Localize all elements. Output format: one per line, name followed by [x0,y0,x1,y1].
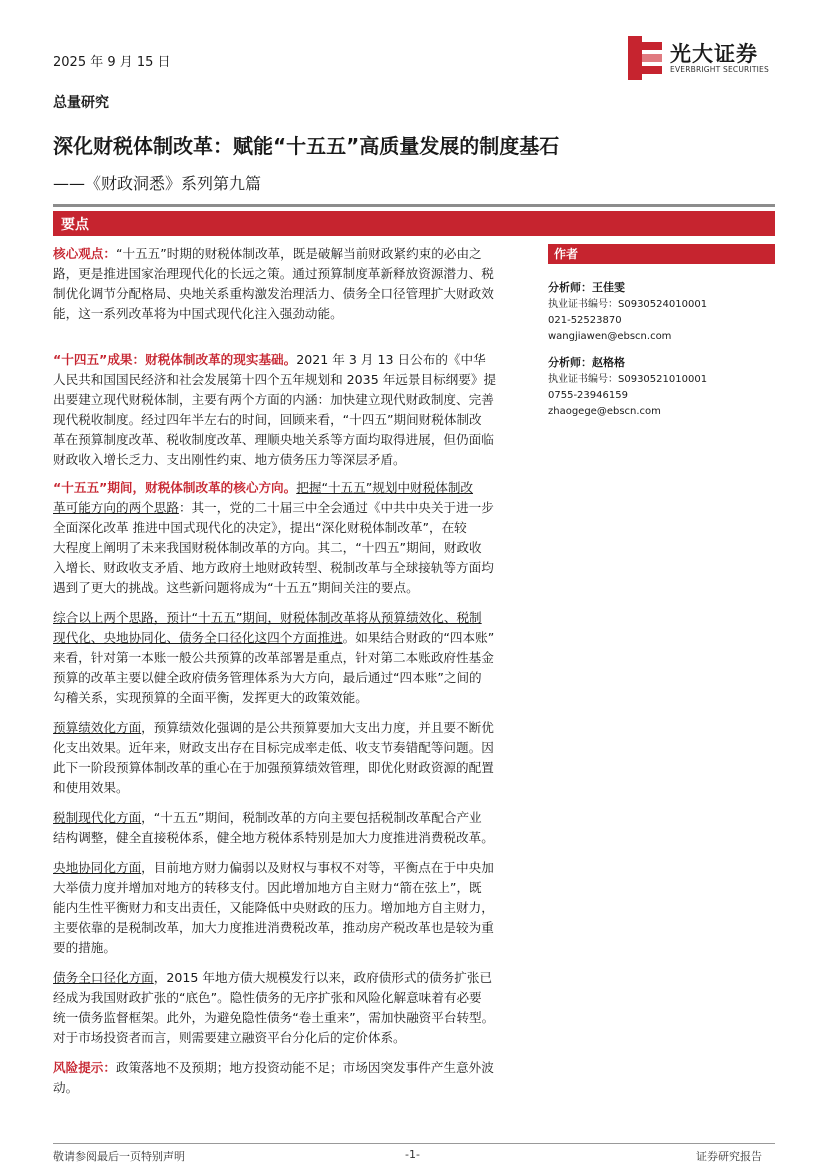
text-line: 综合以上两个思路，预计“十五五”期间，财税体制改革将从预算绩效化、税制 [53,610,482,625]
analyst-label: 分析师： [548,356,592,369]
report-date: 2025 年 9 月 15 日 [53,55,171,70]
paragraph-central-local [53,858,534,958]
analyst-card [548,355,775,420]
text-line: 大举债力度并增加对地方的转移支付。因此增加地方自主财力“箭在弦上”，既 [53,880,482,895]
text-line: 要的措施。 [53,940,116,955]
footer-divider [53,1143,775,1144]
text-line: 现代化、央地协同化、债务全口径化这四个方面推进 [53,630,343,645]
paragraph-14th-results [53,350,534,470]
text-line: ，“十五五”期间，税制改革的方向主要包括税制改革配合产业 [141,810,482,825]
analyst-label: 分析师： [548,281,592,294]
report-category: 总量研究 [53,95,109,111]
text-line: 。如果结合财政的“四本账” [342,630,495,645]
analyst-name: 王佳雯 [592,281,625,294]
title-divider [53,204,775,207]
text-line: 预算绩效化方面 [53,720,142,735]
text-line: 结构调整，健全直接税体系，健全地方税体系特别是加大力度推进消费税改革。 [53,830,494,845]
lead-risk: 风险提示： [53,1060,116,1075]
company-logo [628,36,778,80]
text-line: 革可能方向的两个思路 [53,500,179,515]
analyst-name: 赵格格 [592,356,625,369]
paragraph-risk [53,1058,534,1098]
text-line: 革在预算制度改革、税收制度改革、理顺央地关系等方面均取得进展，但仍面临 [53,432,494,447]
text-line: 化支出效果。近年来，财政支出存在目标完成率走低、收支节奏错配等问题。因 [53,740,494,755]
text-line: 现代税收制度。经过四年半左右的时间，回顾来看，“十四五”期间财税体制改 [53,412,482,427]
text-line: 来看，针对第一本账一般公共预算的改革部署是重点，针对第二本账政府性基金 [53,650,494,665]
analyst-email[interactable]: wangjiawen@ebscn.com [548,331,672,342]
main-content [53,244,534,1098]
analyst-phone: 0755-23946159 [548,390,628,401]
text-line: 人民共和国国民经济和社会发展第十四个五年规划和 2035 年远景目标纲要》提 [53,372,497,387]
text-line: 能，这一系列改革将为中国式现代化注入强劲动能。 [53,306,343,321]
text-line: ，预算绩效化强调的是公共预算要加大支出力度，并且要不断优 [141,720,494,735]
text-line: 税制现代化方面 [53,810,142,825]
text-line: 经成为我国财政扩张的“底色”。隐性债务的无序扩张和风险化解意味着有必要 [53,990,482,1005]
text-line: 勾稽关系，实现预算的全面平衡，发挥更大的政策效能。 [53,690,368,705]
text-line: 制优化调节分配格局、央地关系重构激发治理活力、债务全口径管理扩大财政效 [53,286,494,301]
paragraph-summary [53,608,534,708]
lead-14th-results: “十四五”成果：财税体制改革的现实基础。 [53,352,297,367]
page-number: -1- [405,1148,420,1161]
analyst-cert: 执业证书编号：S0930521010001 [548,374,708,385]
text-line: 出要建立现代财税体制，主要有两个方面的内涵：加快建立现代财政制度、完善 [53,392,494,407]
text-line: “十五五”时期的财税体制改革，既是破解当前财政紧约束的必由之 [115,246,482,261]
text-line: 对于市场投资者而言，则需要建立融资平台分化后的定价体系。 [53,1030,406,1045]
logo-name: 光大证券 [670,42,758,66]
paragraph-15th-direction [53,478,534,598]
text-line: 能内生性平衡财力和支出责任，又能降低中央财政的压力。增加地方自主财力， [53,900,494,915]
report-title: 深化财税体制改革：赋能“十五五”高质量发展的制度基石 [53,134,560,158]
paragraph-core-view [53,244,534,324]
paragraph-budget [53,718,534,798]
analyst-cert: 执业证书编号：S0930524010001 [548,299,708,310]
text-line: 2021 年 3 月 13 日公布的《中华 [296,352,486,367]
footer-report-type: 证券研究报告 [696,1150,762,1163]
text-line: 和使用效果。 [53,780,129,795]
text-line: 政策落地不及预期；地方投资动能不足；市场因突发事件产生意外波 [115,1060,494,1075]
text-line: 财政收入增长乏力、支出刚性约束、地方债务压力等深层矛盾。 [53,452,406,467]
text-line: 债务全口径化方面 [53,970,154,985]
text-line: ，目前地方财力偏弱以及财权与事权不对等，平衡点在于中央加 [141,860,494,875]
section-label: 要点 [61,217,89,233]
text-line: 动。 [53,1080,79,1095]
text-line: 大程度上阐明了未来我国财税体制改革的方向。其二，“十四五”期间，财政收 [53,540,482,555]
text-line: 预算的改革主要以健全政府债务管理体系为大方向，最后通过“四本账”之间的 [53,670,482,685]
paragraph-tax [53,808,534,848]
lead-15th-direction: “十五五”期间，财税体制改革的核心方向。 [53,480,297,495]
report-subtitle: ——《财政洞悉》系列第九篇 [53,174,262,193]
footer-disclaimer: 敬请参阅最后一页特别声明 [53,1150,185,1163]
text-line: ：其一，党的二十届三中全会通过《中共中央关于进一步 [178,500,494,515]
lead-core-view: 核心观点： [53,246,116,261]
section-header [53,211,775,236]
paragraph-debt [53,968,534,1048]
analyst-phone: 021-52523870 [548,315,622,326]
analyst-card [548,280,775,345]
text-line: 遇到了更大的挑战。这些新问题将成为“十五五”期间关注的要点。 [53,580,419,595]
text-line: 全面深化改革 推进中国式现代化的决定》，提出“深化财税体制改革”，在较 [53,520,467,535]
text-line: 把握“十五五”规划中财税体制改 [296,480,474,495]
text-line: ，2015 年地方债大规模发行以来，政府债形式的债务扩张已 [153,970,493,985]
text-line: 此下一阶段预算体制改革的重心在于加强预算绩效管理，即优化财政资源的配置 [53,760,494,775]
text-line: 主要依靠的是税制改革，加大力度推进消费税改革，推动房产税改革也是较为重 [53,920,494,935]
analyst-email[interactable]: zhaogege@ebscn.com [548,406,661,417]
author-header: 作者 [548,244,775,264]
text-line: 央地协同化方面 [53,860,142,875]
text-line: 路，更是推进国家治理现代化的长远之策。通过预算制度革新释放资源潜力、税 [53,266,494,281]
logo-mark-icon [628,36,664,80]
text-line: 统一债务监督框架。此外，为避免隐性债务“卷土重来”，需加快融资平台转型。 [53,1010,495,1025]
author-sidebar [548,244,775,420]
logo-subtitle: EVERBRIGHT SECURITIES [670,65,769,74]
text-line: 入增长、财政收支矛盾、地方政府土地财政转型、税制改革与全球接轨等方面均 [53,560,494,575]
